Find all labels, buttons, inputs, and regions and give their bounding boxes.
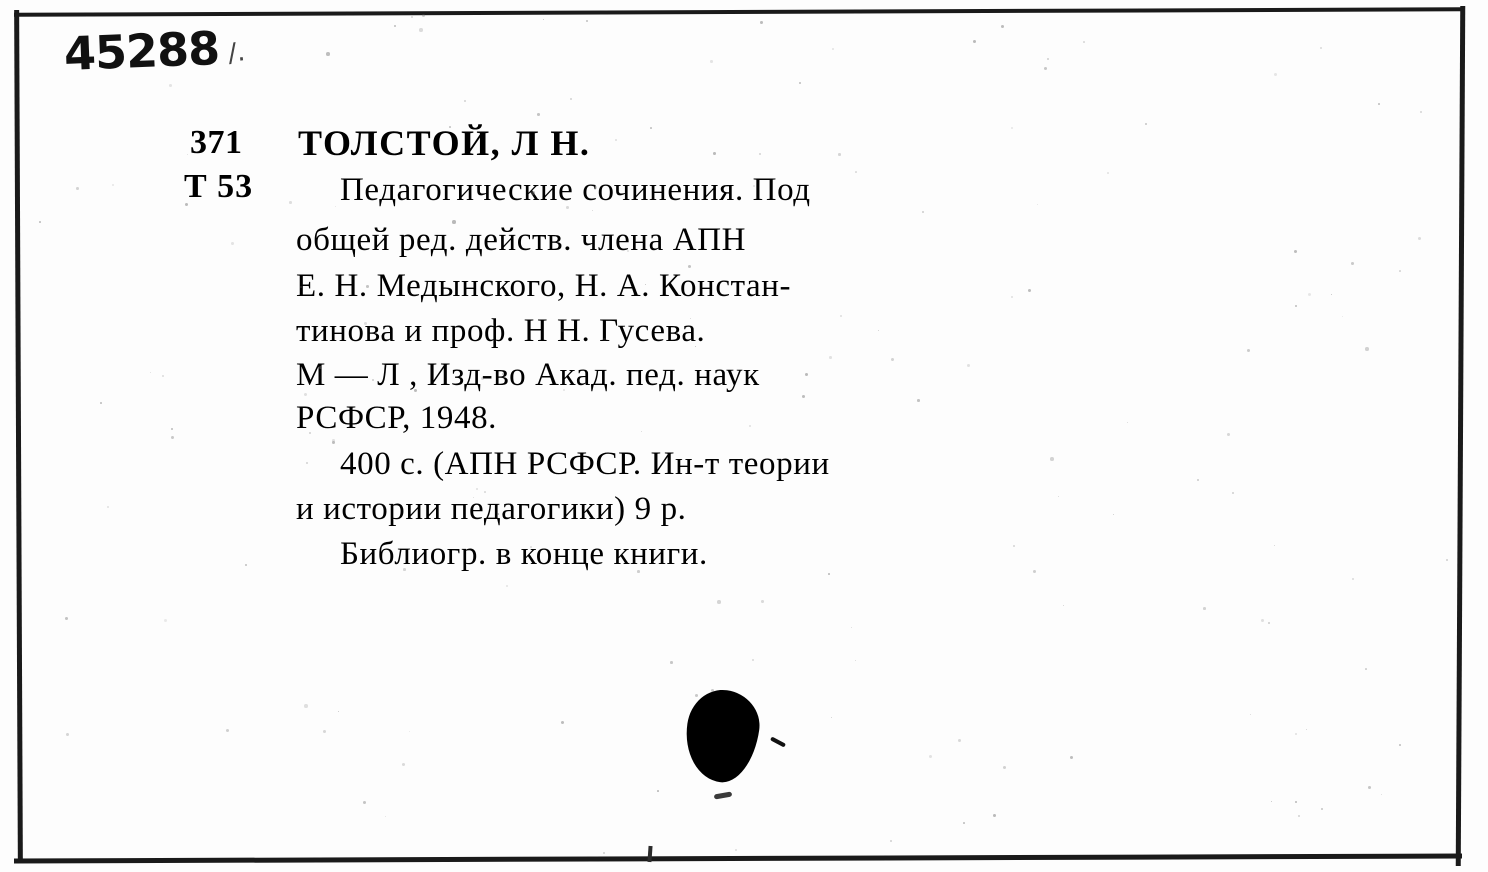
note-bibliography: Библиогр. в конце книги. [340,536,708,572]
accession-number: 45288 [63,21,221,81]
ink-smear-mark [770,736,786,747]
classification-cutter-number: Т 53 [184,168,254,205]
imprint-line-1: М — Л , Изд-во Акад. пед. наук [296,357,760,393]
collation-line-2: и истории педагогики) 9 р. [296,491,687,527]
classification-class-number: 371 [190,124,243,161]
card-edge-right [1456,6,1466,866]
card-edge-left [14,10,23,862]
editor-line-2: Е. Н. Медынского, Н. А. Констан- [296,268,792,304]
editor-line-1: общей ред. действ. члена АПН [296,222,747,258]
card-edge-top [14,7,1462,17]
accession-number-mark: /. [226,37,247,69]
collation-line-1: 400 с. (АПН РСФСР. Ин-т теории [340,446,830,482]
title-line: Педагогические сочинения. Под [340,172,811,208]
author-heading: ТОЛСТОЙ, Л Н. [298,123,591,163]
card-edge-bottom [14,853,1462,863]
ink-speck-mark [714,791,733,799]
editor-line-3: тинова и проф. Н Н. Гусева. [296,313,706,349]
ink-blot-icon [680,685,764,786]
imprint-line-2: РСФСР, 1948. [296,400,498,436]
